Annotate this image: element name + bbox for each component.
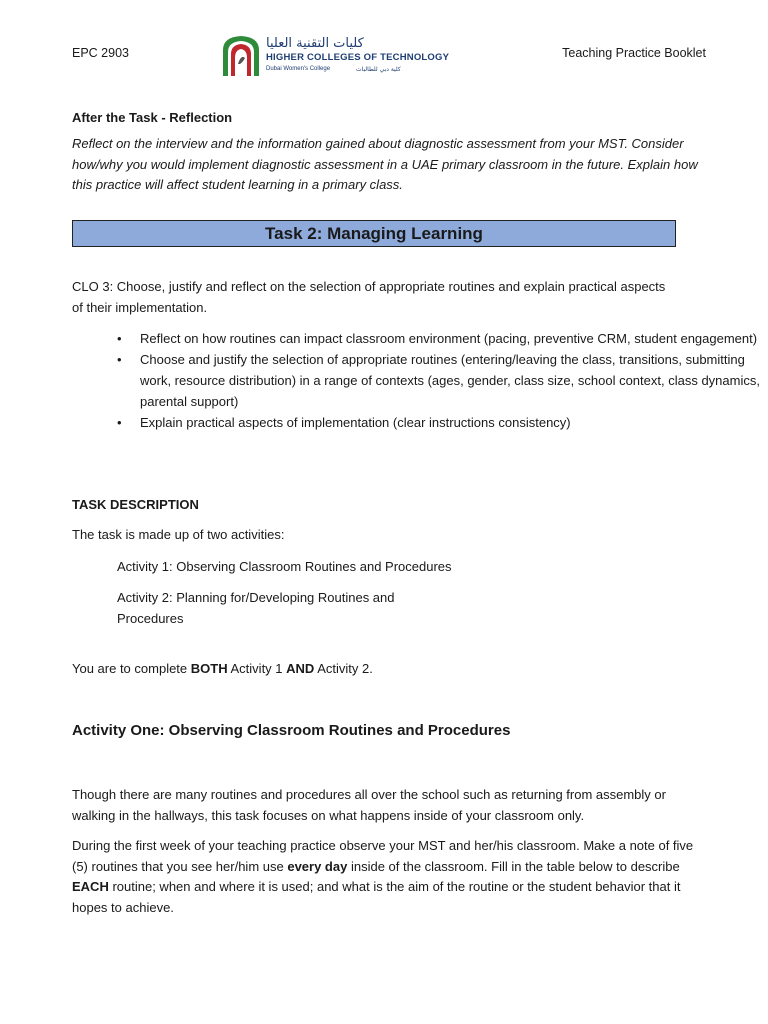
activity-one-heading: Activity One: Observing Classroom Routines and Procedures (72, 722, 511, 739)
logo-arabic-name: كليات التقنية العليا (266, 36, 364, 51)
every-day-emphasis: every day (287, 858, 348, 874)
list-item: • Choose and justify the selection of appropriate routines (entering/leaving the class, transitions, submitting work, resource distribution) in a range of contexts (ages, gender, class size, school context, class dynamics, parental support) (140, 349, 760, 412)
course-code: EPC 2903 (72, 46, 129, 60)
activity-2-label-line2: Procedures (117, 611, 184, 626)
task-description-heading: TASK DESCRIPTION (72, 497, 199, 512)
complete-both-statement (72, 659, 702, 680)
logo-arabic-campus: كلية دبي للطالبات (356, 66, 401, 73)
reflection-heading: After the Task - Reflection (72, 110, 233, 125)
task2-banner: Task 2: Managing Learning (72, 220, 676, 247)
complete-suffix: Activity 2. (314, 661, 373, 676)
clo-bullet-list (72, 328, 760, 433)
list-item: • Reflect on how routines can impact classroom environment (pacing, preventive CRM, student engagement) (140, 328, 760, 349)
activity-1-label: Activity 1: Observing Classroom Routines and Procedures (117, 559, 452, 574)
activity-one-para1: Though there are many routines and procedures all over the school such as returning from assembly or walking in the hallways, this task focuses on what happens inside of your classroom only. (72, 787, 666, 823)
booklet-title: Teaching Practice Booklet (562, 46, 706, 60)
para2-part-a: During the first week of your teaching practice observe your MST and her/his classroom. Make a note of five (5) routines that you see her/him use (72, 838, 694, 874)
list-item: • Explain practical aspects of implementation (clear instructions consistency) (140, 412, 760, 433)
activity-one-para2 (72, 836, 702, 918)
para2-part-c: routine; when and where it is used; and what is the aim of the routine or the student behavior that it hopes to achieve. (72, 879, 681, 915)
logo-campus: Dubai Women's College (266, 66, 331, 72)
para2-part-b: inside of the classroom. Fill in the table below to describe (347, 858, 680, 874)
each-emphasis: EACH (72, 879, 109, 894)
logo-english-name: HIGHER COLLEGES OF TECHNOLOGY (266, 52, 450, 63)
activity-2-label-line1: Activity 2: Planning for/Developing Routines and (117, 590, 395, 605)
complete-both: BOTH (190, 661, 228, 676)
college-emblem-icon (219, 34, 263, 78)
complete-prefix: You are to complete (72, 661, 191, 676)
reflection-body: Reflect on the interview and the information gained about diagnostic assessment from your MST. Consider how/why you would implement diagnostic assessment in a UAE primary classroom in the future. Explain how this practice will affect student learning in a primary class. (72, 136, 698, 192)
clo-statement: CLO 3: Choose, justify and reflect on the selection of appropriate routines and explain practical aspects of their implementation. (72, 279, 666, 315)
complete-mid: Activity 1 (227, 661, 287, 676)
task-description-intro: The task is made up of two activities: (72, 527, 285, 542)
complete-and: AND (286, 661, 315, 676)
